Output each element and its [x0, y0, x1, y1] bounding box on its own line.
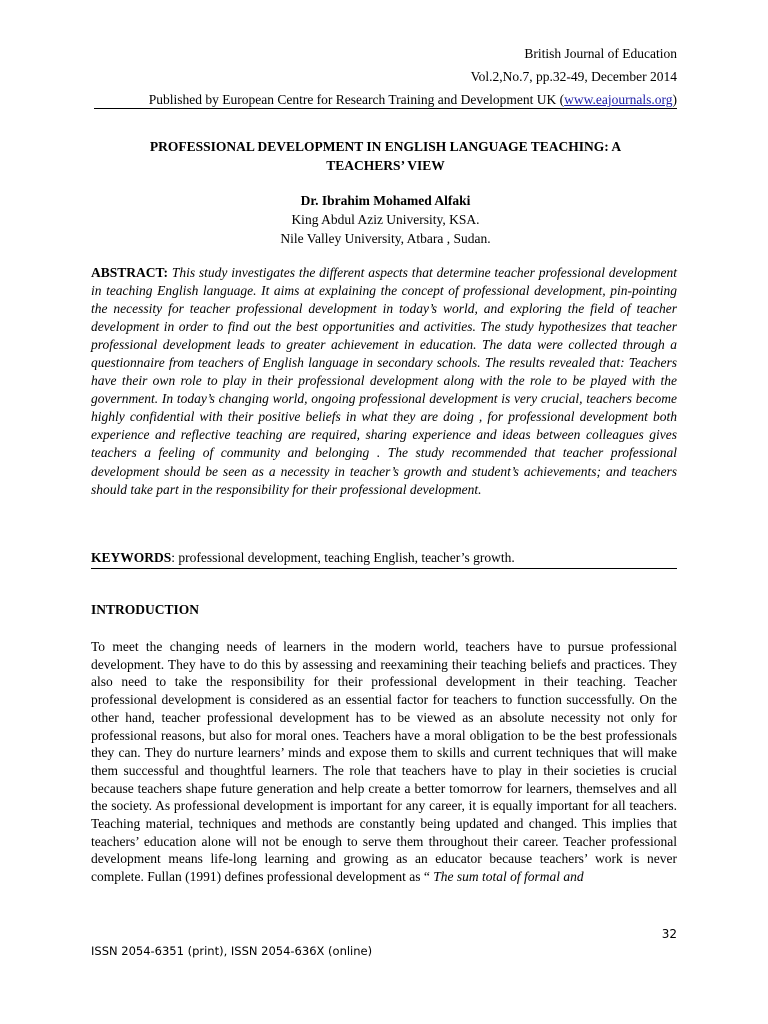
introduction-text: To meet the changing needs of learners in the modern world, teachers have to pursue professional development. They have to do this by assessing and reexamining their teaching beliefs and practices. They also need to take the responsibility for their professional development in their teaching. Teacher professional development is considered as an essential factor for teachers to function successfully. On the other hand, teacher professional development has to be viewed as an absolute necessity not only for professional reasons, but also for moral ones. Teachers have a moral obligation to be the best professionals they can. They do nurture learners’ minds and expose them to skills and current techniques that will make them successful and thoughtful learners. The role that teachers have to play in their societies is crucial because teachers shape future generation and help create a better tomorrow for learners, themselves and all the society. As professional development is important for any career, it is equally important for all teachers. Teaching material, techniques and methods are constantly being updated and changed. This implies that teachers’ education alone will not be enough to serve them throughout their career. Teacher professional development means life-long learning and growing as an educator because teachers’ work is never complete. Fullan (1991) defines professional development as “	[91, 639, 677, 885]
introduction-italic-quote: The sum total of formal and	[433, 869, 584, 885]
publisher-text: Published by European Centre for Research Training and Development UK (	[148, 92, 565, 107]
abstract	[91, 264, 677, 499]
title-line-2: TEACHERS’ VIEW	[326, 158, 445, 173]
section-heading-introduction: INTRODUCTION	[91, 602, 200, 617]
abstract-text: This study investigates the different aspects that determine teacher professional development in teaching English language. It aims at explaining the concept of professional development, pin-pointing the necessity for teacher professional development in today’s world, and exploring the field of teacher development in order to find out the best opportunities and activities. The study hypothesizes that teacher professional development leads to greater achievement in education. The data were collected through a questionnaire from teachers of English language in secondary schools. The results revealed that: Teachers have their own role to play in their professional development along with the role to be played with the government. In today’s changing world, ongoing professional development is very crucial, teachers become highly confidential with their positive beliefs in what they are doing , for professional development both experience and reflective teaching are required, sharing experience and ideas between colleagues gives teachers a feeling of community and belonging . The study recommended that teacher professional development should be seen as a necessity in teacher’s growth and student’s achievements; and teachers should take part in the responsibility for their professional development.	[91, 265, 678, 497]
keywords	[91, 548, 687, 567]
introduction-paragraph	[91, 638, 677, 886]
journal-volume: Vol.2,No.7, pp.32-49, December 2014	[470, 69, 677, 84]
journal-url-link[interactable]: www.eajournals.org	[564, 92, 673, 107]
header-divider	[94, 108, 677, 109]
issn-footer: ISSN 2054-6351 (print), ISSN 2054-636X (online)	[91, 944, 373, 958]
author-block	[94, 191, 677, 248]
paper-title	[94, 137, 677, 175]
title-line-1: PROFESSIONAL DEVELOPMENT IN ENGLISH LANGUAGE TEACHING: A	[149, 139, 622, 154]
abstract-label: ABSTRACT:	[91, 265, 169, 280]
keywords-divider	[91, 568, 677, 569]
keywords-text: : professional development, teaching English, teacher’s growth.	[171, 550, 515, 565]
author-name: Dr. Ibrahim Mohamed Alfaki	[300, 193, 471, 208]
journal-name: British Journal of Education	[524, 46, 677, 61]
journal-header	[149, 42, 677, 111]
publisher-suffix: )	[672, 92, 677, 107]
page-number: 32	[661, 927, 677, 941]
keywords-label: KEYWORDS	[91, 550, 172, 565]
author-affiliation-1: King Abdul Aziz University, KSA.	[291, 212, 480, 227]
author-affiliation-2: Nile Valley University, Atbara , Sudan.	[280, 231, 491, 246]
